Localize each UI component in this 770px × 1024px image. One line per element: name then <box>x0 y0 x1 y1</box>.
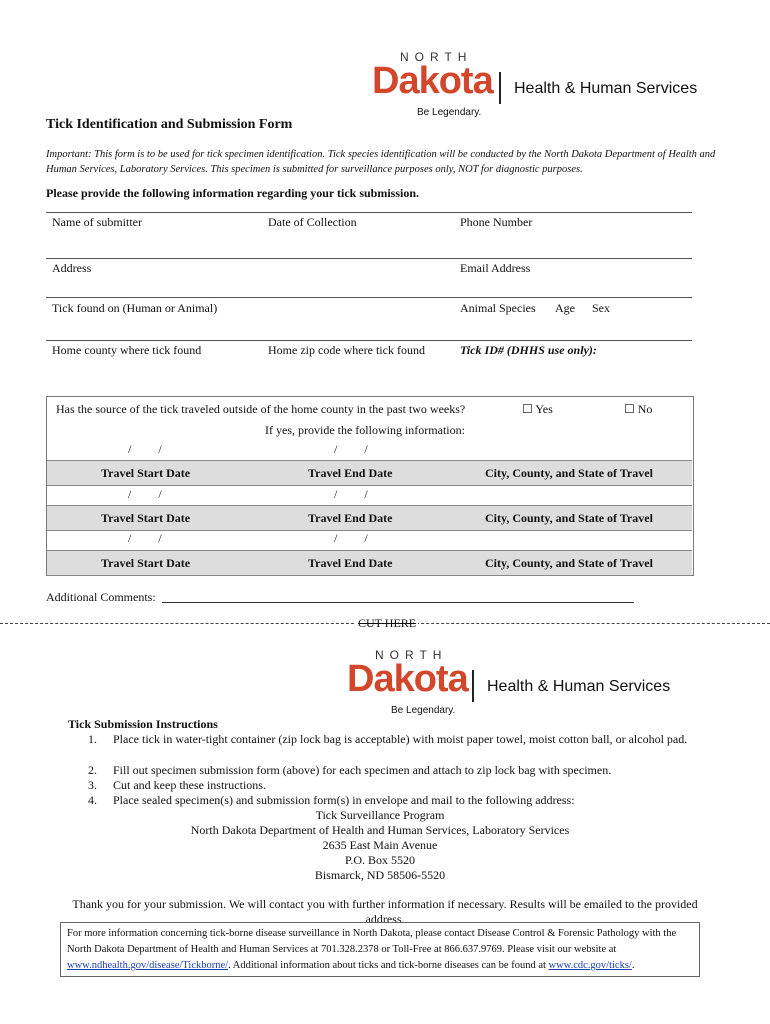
nd-hhs-logo-bottom <box>345 648 695 720</box>
travel-place-label: City, County, and State of Travel <box>485 556 653 570</box>
travel-question: Has the source of the tick traveled outside of the home county in the past two weeks? <box>56 402 466 416</box>
logo-divider <box>472 670 474 702</box>
logo-department-text: Health & Human Services <box>487 678 671 695</box>
label-date-of-collection: Date of Collection <box>268 215 357 229</box>
address-line: Bismarck, ND 58506-5520 <box>314 868 446 882</box>
label-sex: Sex <box>592 301 610 315</box>
label-home-county: Home county where tick found <box>52 343 202 357</box>
logo-dakota-text: Dakota <box>372 60 493 102</box>
logo-divider <box>499 72 501 104</box>
label-email-address: Email Address <box>460 261 531 275</box>
label-phone-number: Phone Number <box>460 215 533 229</box>
travel-header-row <box>47 505 692 531</box>
instruction-step <box>88 778 698 793</box>
start-date-slashes: / / <box>128 531 162 545</box>
step-number: 1. <box>88 732 97 746</box>
travel-header-row <box>47 460 692 486</box>
travel-end-date-label: Travel End Date <box>308 466 393 480</box>
comments-line[interactable] <box>162 602 634 603</box>
cut-here-label: CUT HERE <box>358 616 417 630</box>
step-number: 2. <box>88 763 97 777</box>
important-note: Important: This form is to be used for tick specimen identification. Tick species identification will be conducted by the North Dakota Department of Health and Human Services, Laboratory Services. This specimen is submitted for surveillance purposes only, NOT for diagnostic purposes. <box>46 149 716 175</box>
nd-hhs-logo-top <box>370 50 720 122</box>
info-text-1: For more information concerning tick-borne disease surveillance in North Dakota, please contact Disease Control & Forensic Pathology with the North Dakota Department of Health and Human Services at 701.328.2378 or Toll-Free at 866.637.9769. Please visit our website at <box>67 928 677 955</box>
ndhealth-link[interactable]: www.ndhealth.gov/disease/Tickborne/ <box>67 960 229 971</box>
cdc-link[interactable]: www.cdc.gov/ticks/ <box>548 960 632 971</box>
travel-no-checkbox[interactable]: ☐ No <box>624 402 653 416</box>
thank-you-text: Thank you for your submission. We will contact you with further information if necessary. Results will be emailed to the provided address. <box>72 897 698 926</box>
end-date-slashes: / / <box>334 442 368 456</box>
travel-yes-checkbox[interactable]: ☐ Yes <box>522 402 553 416</box>
instruction-step <box>88 732 698 747</box>
end-date-slashes: / / <box>334 531 368 545</box>
travel-end-date-label: Travel End Date <box>308 511 393 525</box>
travel-start-date-label: Travel Start Date <box>101 466 191 480</box>
submission-prompt: Please provide the following information regarding your tick submission. <box>46 186 420 200</box>
travel-start-date-label: Travel Start Date <box>101 556 191 570</box>
travel-place-label: City, County, and State of Travel <box>485 511 653 525</box>
label-age: Age <box>555 301 575 315</box>
logo-department-text: Health & Human Services <box>514 80 698 97</box>
instruction-step <box>88 763 698 778</box>
step-text: Fill out specimen submission form (above) for each specimen and attach to zip lock bag with specimen. <box>113 763 612 777</box>
step-text: Place tick in water-tight container (zip lock bag is acceptable) with moist paper towel, moist cotton ball, or alcohol pad. <box>113 732 688 746</box>
info-text-3: . <box>631 960 635 971</box>
if-yes-text: If yes, provide the following information: <box>265 423 465 437</box>
info-box <box>60 922 700 977</box>
logo-tagline: Be Legendary. <box>391 705 456 716</box>
row-line-1 <box>46 212 692 213</box>
step-number: 4. <box>88 793 97 807</box>
logo-north-text: NORTH <box>375 648 448 662</box>
label-home-zip: Home zip code where tick found <box>268 343 425 357</box>
step-text: Place sealed specimen(s) and submission form(s) in envelope and mail to the following address: <box>113 793 575 807</box>
logo-tagline: Be Legendary. <box>417 107 482 118</box>
label-animal-species: Animal Species <box>460 301 536 315</box>
travel-start-date-label: Travel Start Date <box>101 511 191 525</box>
label-address: Address <box>52 261 92 275</box>
address-line: North Dakota Department of Health and Human Services, Laboratory Services <box>190 823 570 837</box>
travel-end-date-label: Travel End Date <box>308 556 393 570</box>
end-date-slashes: / / <box>334 487 368 501</box>
logo-north-text: NORTH <box>400 50 473 64</box>
info-text-2: . Additional information about ticks and tick-borne diseases can be found at <box>228 960 549 971</box>
start-date-slashes: / / <box>128 487 162 501</box>
travel-place-label: City, County, and State of Travel <box>485 466 653 480</box>
form-title: Tick Identification and Submission Form <box>46 117 293 132</box>
label-tick-found-on: Tick found on (Human or Animal) <box>52 301 218 315</box>
step-text: Cut and keep these instructions. <box>113 778 266 792</box>
instructions-title: Tick Submission Instructions <box>68 717 218 731</box>
additional-comments-label: Additional Comments: <box>46 590 156 604</box>
address-line: 2635 East Main Avenue <box>322 838 438 852</box>
step-number: 3. <box>88 778 97 792</box>
start-date-slashes: / / <box>128 442 162 456</box>
mailing-address <box>120 808 640 883</box>
address-line: Tick Surveillance Program <box>315 808 445 822</box>
instruction-step <box>88 793 698 808</box>
label-tick-id: Tick ID# (DHHS use only): <box>460 343 597 357</box>
logo-dakota-text: Dakota <box>347 658 468 700</box>
address-line: P.O. Box 5520 <box>344 853 415 867</box>
row-line-2 <box>46 258 692 259</box>
label-name-of-submitter: Name of submitter <box>52 215 142 229</box>
row-line-4 <box>46 340 692 341</box>
travel-header-row <box>47 550 692 576</box>
row-line-3 <box>46 297 692 298</box>
